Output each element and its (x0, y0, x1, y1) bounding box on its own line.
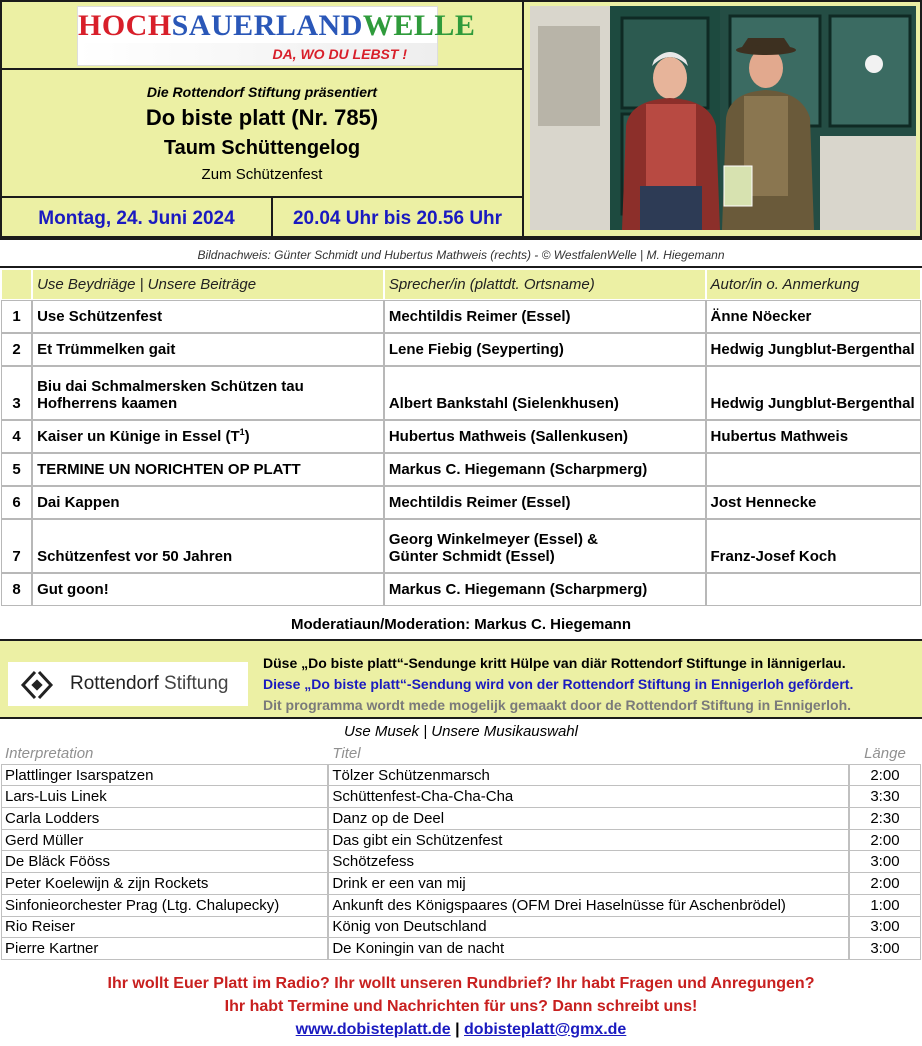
show-subtitle: Taum Schüttengelog (163, 137, 361, 159)
contribution-author (707, 454, 920, 485)
rottendorf-logo[interactable] (8, 662, 248, 706)
footer-call-to-action-1: Ihr wollt Euer Platt im Radio? Ihr wollt unseren Rundbrief? Ihr habt Fragen und Anregungen? (107, 975, 815, 992)
contribution-speaker: Lene Fiebig (Seyperting) (385, 334, 705, 365)
contribution-speaker-line: Günter Schmidt (Essel) (388, 548, 555, 565)
contribution-title: TERMINE UN NORICHTEN OP PLATT (33, 454, 383, 485)
music-artist: Gerd Müller (2, 830, 327, 851)
table-row (2, 851, 920, 872)
music-length: 2:00 (850, 830, 920, 851)
music-title: König von Deutschland (329, 917, 848, 938)
contribution-title: Et Trümmelken gait (33, 334, 383, 365)
contribution-speaker: Mechtildis Reimer (Essel) (385, 301, 705, 332)
table-row (2, 873, 920, 894)
contributions-table (0, 266, 922, 607)
sponsor-note-dutch: Dit programma wordt mede mogelijk gemaakt door de Rottendorf Stiftung in Ennigerloh. (263, 697, 852, 713)
music-length: 2:00 (850, 765, 920, 786)
presenter-line: Die Rottendorf Stiftung präsentiert (146, 84, 378, 100)
row-number: 3 (2, 367, 31, 419)
contribution-title-line: Hofherrens kaamen (37, 395, 178, 412)
contribution-author: Franz-Josef Koch (707, 520, 920, 572)
music-title: Das gibt ein Schützenfest (329, 830, 848, 851)
contribution-author: Änne Nöecker (707, 301, 920, 332)
guests-photo[interactable] (530, 6, 916, 230)
contribution-speaker (385, 520, 705, 572)
header (0, 0, 922, 238)
music-artist: Pierre Kartner (2, 938, 327, 959)
header-number (2, 270, 31, 299)
contribution-title: Schützenfest vor 50 Jahren (33, 520, 383, 572)
broadcast-time: 20.04 Uhr bis 20.56 Uhr (292, 208, 503, 229)
show-subtitle-translation: Zum Schützenfest (201, 166, 323, 183)
contribution-author: Jost Hennecke (707, 487, 920, 518)
logo-wordmark (78, 9, 476, 43)
music-table (0, 742, 922, 960)
sponsor-name (70, 673, 228, 695)
sponsor-note-german: Diese „Do biste platt“-Sendung wird von der Rottendorf Stiftung in Ennigerloh gefördert. (263, 676, 854, 692)
website-link[interactable]: www.dobisteplatt.de (295, 1021, 451, 1038)
table-row (2, 786, 920, 807)
music-length: 1:00 (850, 895, 920, 916)
table-row (2, 487, 920, 518)
sponsor-section (0, 639, 922, 719)
row-number: 1 (2, 301, 31, 332)
contribution-speaker: Mechtildis Reimer (Essel) (385, 487, 705, 518)
logo-word-sauerland: SAUERLAND (171, 9, 363, 42)
contribution-title-end: ) (244, 428, 250, 445)
logo-word-welle: WELLE (362, 9, 476, 42)
contribution-author (707, 574, 920, 605)
music-artist: De Bläck Fööss (2, 851, 327, 872)
table-row (2, 917, 920, 938)
music-title: Schüttenfest-Cha-Cha-Cha (329, 786, 848, 807)
contribution-speaker: Markus C. Hiegemann (Scharpmerg) (385, 454, 705, 485)
table-row (2, 938, 920, 959)
music-title: Tölzer Schützenmarsch (329, 765, 848, 786)
table-row (2, 574, 920, 605)
contribution-title: Use Schützenfest (33, 301, 383, 332)
sponsor-name-b: Stiftung (164, 673, 229, 694)
email-link[interactable]: dobisteplatt@gmx.de (464, 1021, 627, 1038)
music-header-row (2, 743, 920, 764)
header-speaker: Sprecher/in (plattdt. Ortsname) (385, 270, 705, 299)
contribution-title (33, 421, 383, 452)
row-number: 6 (2, 487, 31, 518)
contribution-speaker: Markus C. Hiegemann (Scharpmerg) (385, 574, 705, 605)
music-artist: Sinfonieorchester Prag (Ltg. Chalupecky) (2, 895, 327, 916)
row-number: 2 (2, 334, 31, 365)
row-number: 4 (2, 421, 31, 452)
music-length: 2:30 (850, 808, 920, 829)
diamond-logo-icon (20, 670, 54, 700)
contribution-title-text: Kaiser un Künige in Essel (T (37, 428, 240, 445)
table-row (2, 301, 920, 332)
music-title: De Koningin van de nacht (329, 938, 848, 959)
music-length: 3:00 (850, 938, 920, 959)
music-artist: Carla Lodders (2, 808, 327, 829)
footer-contact (0, 1021, 922, 1039)
music-length: 2:00 (850, 873, 920, 894)
logo-cell (0, 0, 524, 70)
moderation-credit: Moderatiaun/Moderation: Markus C. Hiegemann (290, 616, 632, 633)
music-artist: Lars-Luis Linek (2, 786, 327, 807)
sponsor-note-plattdeutsch: Düse „Do biste platt“-Sendunge kritt Hülpe van diär Rottendorf Stiftunge in lännigerlau. (263, 655, 846, 671)
contribution-title: Gut goon! (33, 574, 383, 605)
date-cell (0, 196, 273, 238)
table-row (2, 334, 920, 365)
music-length: 3:00 (850, 851, 920, 872)
music-length: 3:00 (850, 917, 920, 938)
header-author: Autor/in o. Anmerkung (707, 270, 920, 299)
table-row (2, 808, 920, 829)
row-number: 5 (2, 454, 31, 485)
contribution-author: Hedwig Jungblut-Bergenthal (707, 334, 920, 365)
logo-slogan: DA, WO DU LEBST ! (78, 43, 437, 65)
logo-word-hoch: HOCH (78, 9, 172, 42)
footnote-mark: 1 (239, 427, 245, 437)
table-row (2, 367, 920, 419)
title-cell (0, 68, 524, 198)
music-title: Schötzefess (329, 851, 848, 872)
music-caption: Use Musek | Unsere Musikauswahl (344, 723, 578, 740)
contribution-author: Hubertus Mathweis (707, 421, 920, 452)
contribution-title: Dai Kappen (33, 487, 383, 518)
table-row (2, 520, 920, 572)
header-title: Titel (332, 744, 361, 762)
music-length: 3:30 (850, 786, 920, 807)
music-title: Danz op de Deel (329, 808, 848, 829)
time-cell (271, 196, 524, 238)
photo-frame (522, 0, 922, 238)
music-title: Ankunft des Königspaares (OFM Drei Haselnüsse für Aschenbrödel) (329, 895, 848, 916)
table-row (2, 765, 920, 786)
music-artist: Rio Reiser (2, 917, 327, 938)
footer-call-to-action-2: Ihr habt Termine und Nachrichten für uns? Dann schreibt uns! (224, 998, 698, 1015)
contribution-title (33, 367, 383, 419)
table-row (2, 421, 920, 452)
music-artist: Plattlinger Isarspatzen (2, 765, 327, 786)
row-number: 8 (2, 574, 31, 605)
contribution-speaker: Hubertus Mathweis (Sallenkusen) (385, 421, 705, 452)
contribution-speaker-line: Georg Winkelmeyer (Essel) & (388, 531, 598, 548)
station-logo[interactable] (77, 6, 476, 66)
table-row (2, 895, 920, 916)
contribution-speaker: Albert Bankstahl (Sielenkhusen) (385, 367, 705, 419)
header-contributions: Use Beydriäge | Unsere Beiträge (33, 270, 383, 299)
row-number: 7 (2, 520, 31, 572)
table-row (2, 454, 920, 485)
photo-illustration (530, 6, 916, 230)
contributions-header-row (2, 270, 920, 299)
sponsor-name-a: Rottendorf (70, 673, 159, 694)
music-artist: Peter Koelewijn & zijn Rockets (2, 873, 327, 894)
table-row (2, 830, 920, 851)
contribution-author: Hedwig Jungblut-Bergenthal (707, 367, 920, 419)
header-interpretation: Interpretation (5, 744, 94, 762)
photo-credit: Bildnachweis: Günter Schmidt und Hubertus Mathweis (rechts) - © WestfalenWelle | M. Hiegemann (0, 238, 922, 266)
show-title: Do biste platt (Nr. 785) (145, 105, 379, 130)
header-length: Länge (864, 744, 906, 762)
music-title: Drink er een van mij (329, 873, 848, 894)
broadcast-date: Montag, 24. Juni 2024 (38, 208, 235, 229)
contribution-title-line: Biu dai Schmalmersken Schützen tau (37, 378, 304, 395)
footer-separator: | (455, 1021, 460, 1038)
